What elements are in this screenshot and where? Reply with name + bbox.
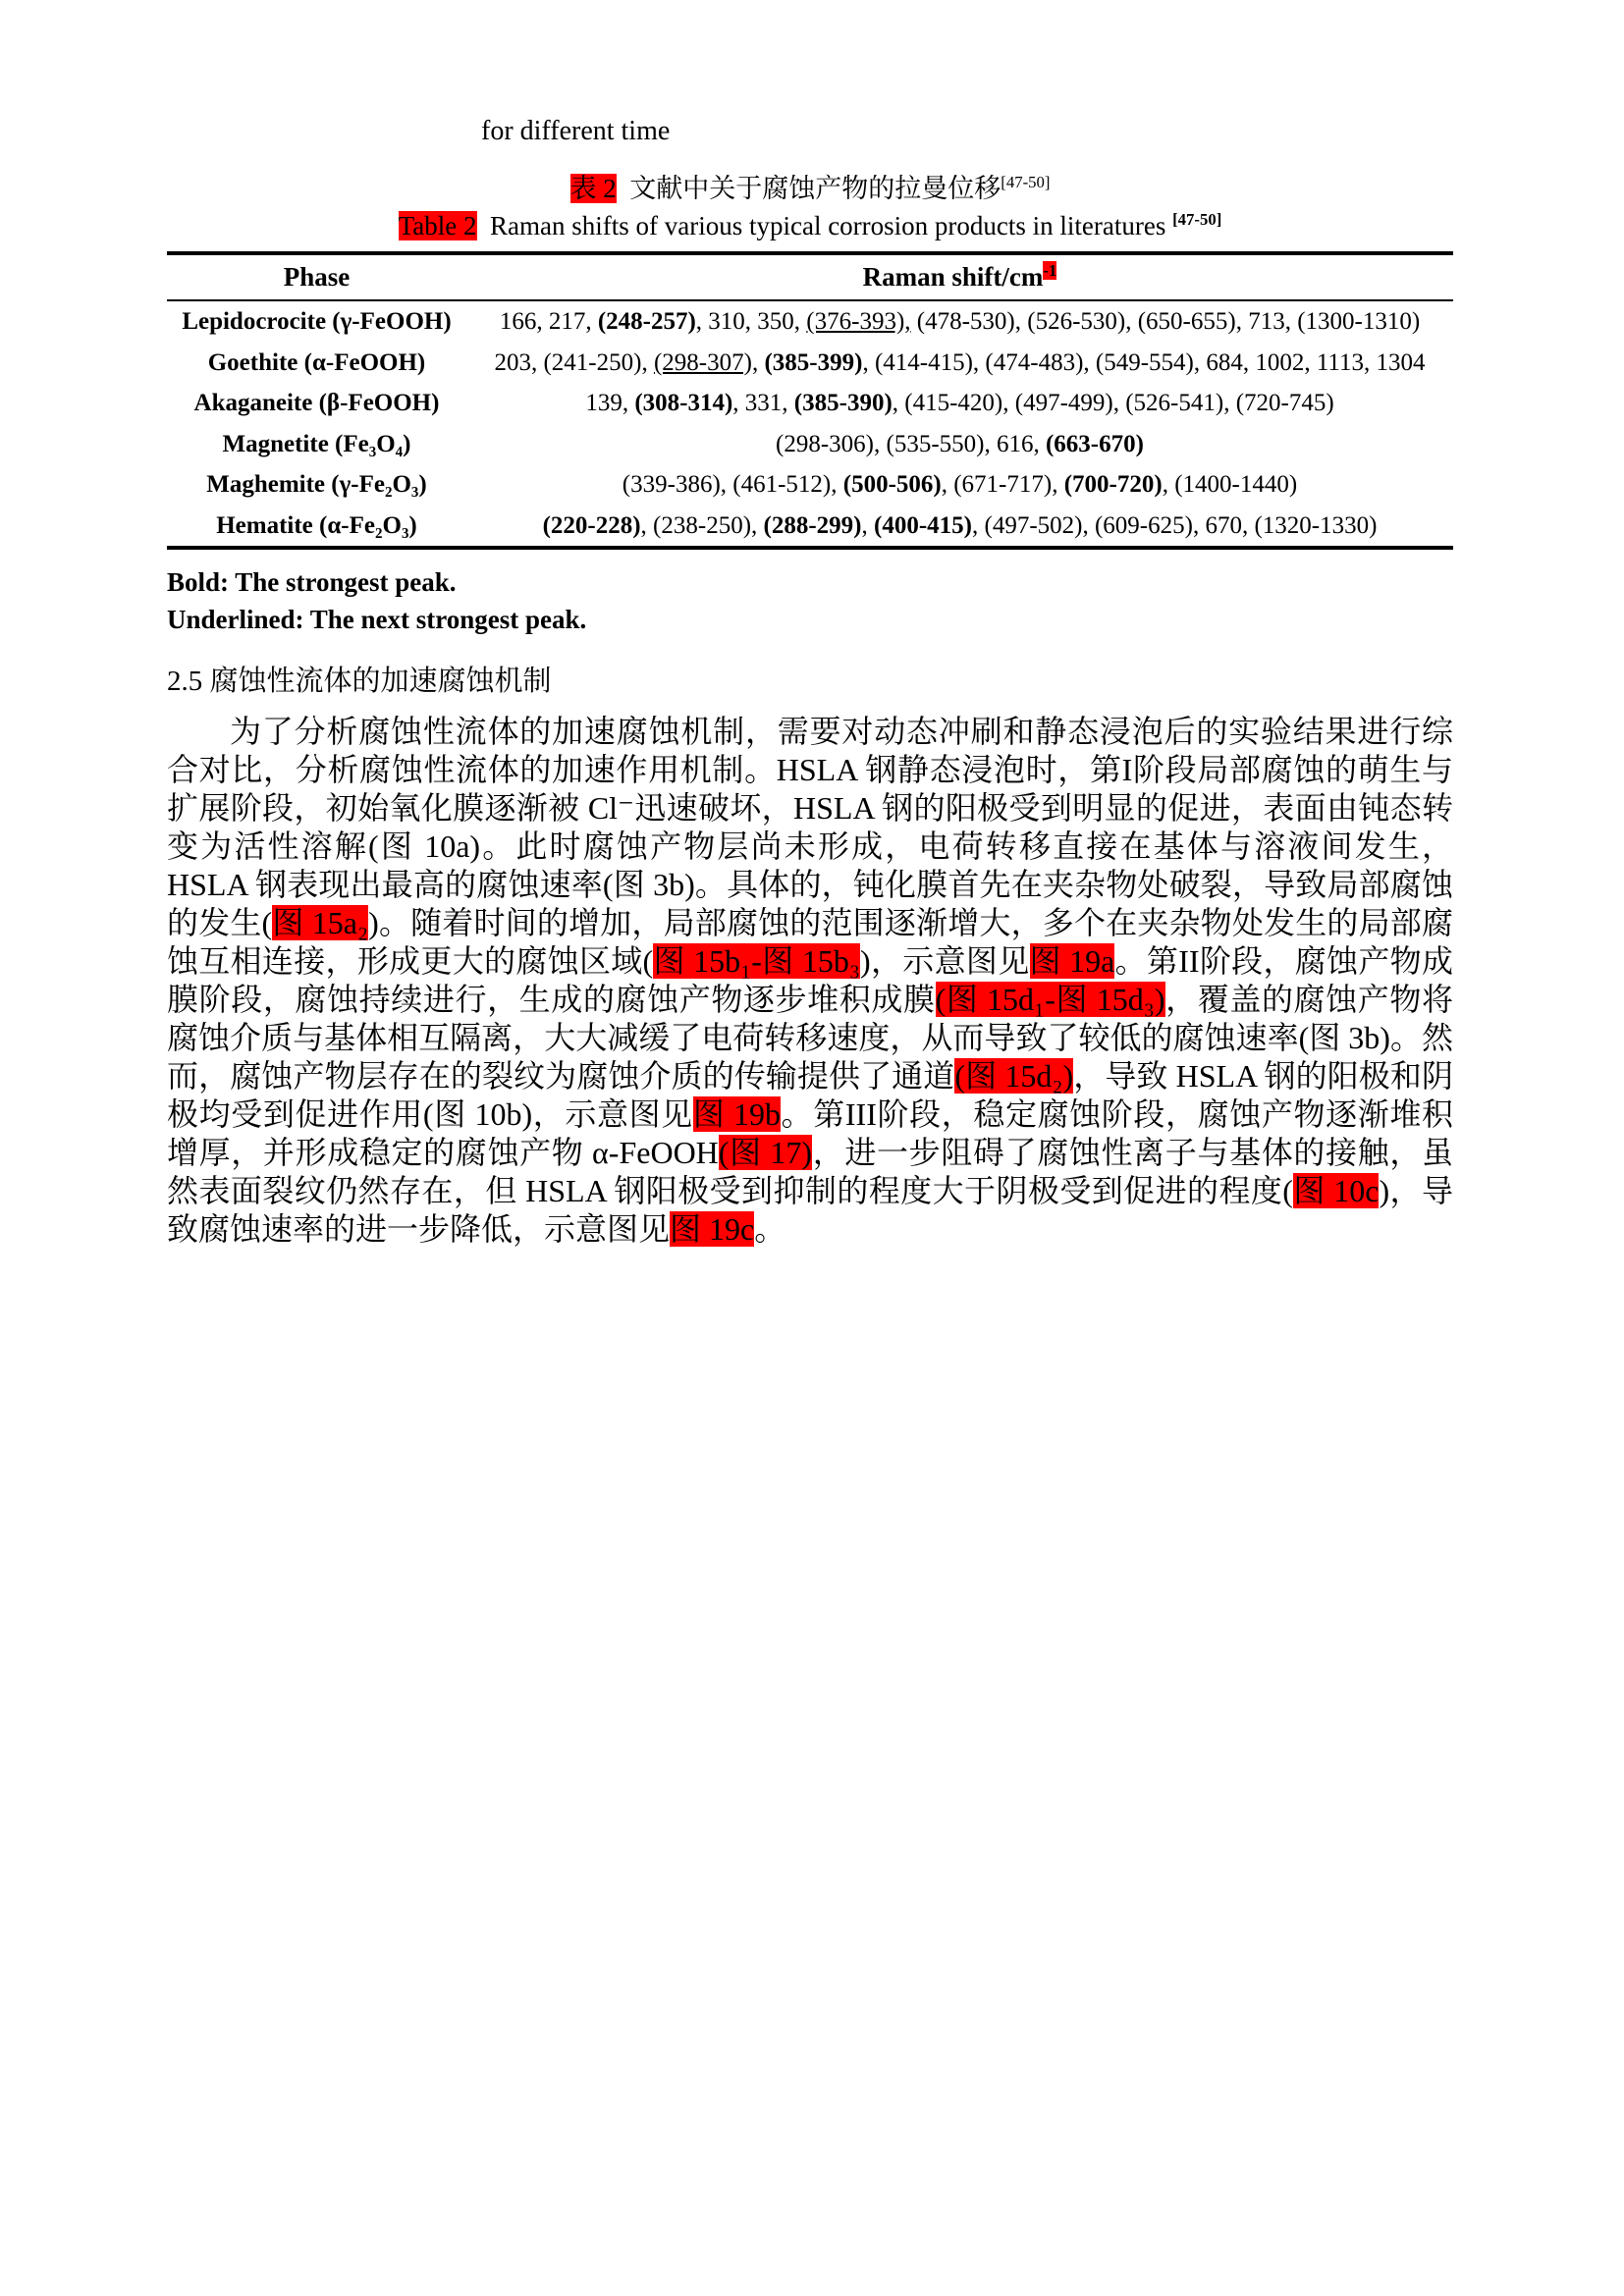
table-row [167,343,1453,384]
text-segment: [47-50] [1172,210,1222,229]
text-segment: (220-228) [542,511,641,539]
raman-table-body [167,300,1453,548]
phase-column-header: Phase [167,253,466,300]
highlighted-text: Table 2 [398,211,477,240]
phase-cell: Akaganeite (β-FeOOH) [193,390,440,416]
highlighted-text: 图 19b [692,1096,782,1132]
text-segment: Raman shift/cm [862,262,1044,292]
highlighted-text: 图 10c [1292,1173,1380,1208]
text-segment: (288-299) [763,511,862,539]
text-segment: (385-390) [793,390,893,416]
table-row [167,506,1453,549]
text-segment: 。第II阶段，腐蚀产物成膜阶段，腐蚀持续进行，生成的腐蚀产物逐步堆积成膜 [167,943,1453,1017]
raman-shift-cell [466,464,1453,506]
text-segment: 139, [585,390,635,416]
text-segment: , (671-717), [941,471,1064,498]
highlighted-text: 图 19a [1029,943,1115,979]
text-segment: (478-530), (526-530), (650-655), 713, (1300-1310) [910,308,1421,335]
text-segment: (376-393), [806,308,911,335]
text-segment: )。随着时间的增加，局部腐蚀的范围逐渐增大，多个在夹杂物处发生的局部腐蚀互相连接，形成更大的腐蚀区域( [167,905,1453,979]
text-segment: 166, 217, [499,308,598,335]
text-segment: , (414-415), (474-483), (549-554), 684, 1002, 1113, 1304 [862,348,1426,376]
text-segment: , 310, 350, [695,308,807,335]
table-row [167,383,1453,424]
text-segment: 。第III阶段，稳定腐蚀阶段，腐蚀产物逐渐堆积增厚，并形成稳定的腐蚀产物 α-FeOOH [167,1096,1453,1170]
highlighted-text: (图 15d₁-图 15d₃) [935,982,1165,1017]
highlighted-text: 表 2 [569,174,617,203]
highlighted-text: 图 19c [670,1211,755,1247]
highlighted-text: 图 15a₂ [272,905,369,940]
section-heading: 2.5 腐蚀性流体的加速腐蚀机制 [167,666,552,697]
table-header [167,253,1453,300]
text-segment: ，进一步阻碍了腐蚀性离子与基体的接触，虽然表面裂纹仍然存在，但 HSLA 钢阳极受到抑制的程度大于阴极受到促进的程度( [167,1135,1453,1208]
text-segment: , 331, [732,390,794,416]
text-segment: Raman shifts of various typical corrosion products in literatures [476,211,1173,240]
text-segment: 文献中关于腐蚀产物的拉曼位移 [616,174,1001,203]
text-segment: , (238-250), [640,511,764,539]
table-caption-zh [167,171,1453,206]
text-segment: [47-50] [1001,173,1051,191]
table-row [167,464,1453,506]
text-segment: (248-257) [597,308,696,335]
text-segment: (298-307), [653,348,759,376]
footnote-bold: Bold: The strongest peak. [167,567,457,597]
text-segment: )，示意图见 [860,943,1030,979]
phase-cell: Hematite (α-Fe₂O₃) [216,511,417,539]
table-row [167,300,1453,343]
text-segment: (400-415) [874,511,972,539]
raman-shift-cell [466,383,1453,424]
table-footnotes [167,563,1453,638]
highlighted-text: (图 17) [718,1135,813,1170]
raman-shift-cell [466,424,1453,465]
text-segment: (385-399) [764,348,863,376]
raman-shift-cell [466,300,1453,343]
text-segment: 。 [754,1211,786,1247]
text-segment: (500-506) [842,471,942,498]
text-segment: ，导致 HSLA 钢的阳极和阴极均受到促进作用(图 10b)，示意图见 [167,1058,1453,1132]
raman-shift-table [167,251,1453,550]
highlighted-text: -1 [1043,261,1057,280]
text-segment: , (415-420), (497-499), (526-541), (720-745) [892,390,1334,416]
text-segment: (663-670) [1045,430,1144,457]
raman-shift-cell [466,343,1453,384]
text-segment: )，导致腐蚀速率的进一步降低，示意图见 [167,1173,1453,1247]
highlighted-text: 图 15b₁-图 15b₃ [653,943,861,979]
text-segment: ，覆盖的腐蚀产物将腐蚀介质与基体相互隔离，大大减缓了电荷转移速度，从而导致了较低的腐蚀速率(图 3b)。然而，腐蚀产物层存在的裂纹为腐蚀介质的传输提供了通道 [167,982,1453,1094]
text-segment: (700-720) [1063,471,1163,498]
table-caption-en [167,208,1453,243]
phase-cell: Maghemite (γ-Fe₂O₃) [206,471,427,498]
raman-shift-column-header [466,253,1453,300]
text-segment: , (1400-1440) [1162,471,1298,498]
phase-cell: Goethite (α-FeOOH) [207,348,426,376]
footnote-underlined: Underlined: The next strongest peak. [167,605,587,634]
body-paragraph [167,713,1453,1249]
phase-cell: Magnetite (Fe₃O₄) [222,430,411,457]
figure-caption-continuation: for different time [481,116,671,146]
highlighted-text: (图 15d₂) [954,1058,1074,1094]
text-segment: 为了分析腐蚀性流体的加速腐蚀机制，需要对动态冲刷和静态浸泡后的实验结果进行综合对比，分析腐蚀性流体的加速作用机制。HSLA 钢静态浸泡时，第I阶段局部腐蚀的萌生与扩展阶段，初始氧化膜逐渐被 Cl⁻迅速破坏，HSLA 钢的阳极受到明显的促进，表面由钝态转变为活性溶解(图 10a)。此时腐蚀产物层尚未形成，电荷转移直接在基体与溶液间发生，HSLA 钢表现出最高的腐蚀速率(图 3b)。具体的，钝化膜首先在夹杂物处破裂，导致局部腐蚀的发生( [167,714,1453,940]
table-header-row [167,253,1453,300]
text-segment: (308-314) [634,390,733,416]
table-row [167,424,1453,465]
text-segment: (298-306), (535-550), 616, [776,430,1046,457]
text-segment: , [861,511,875,539]
phase-cell: Lepidocrocite (γ-FeOOH) [182,308,452,335]
text-segment: (339-386), (461-512), [622,471,843,498]
raman-shift-cell [466,506,1453,549]
text-segment: 203, (241-250), [494,348,654,376]
text-segment: , (497-502), (609-625), 670, (1320-1330) [972,511,1378,539]
